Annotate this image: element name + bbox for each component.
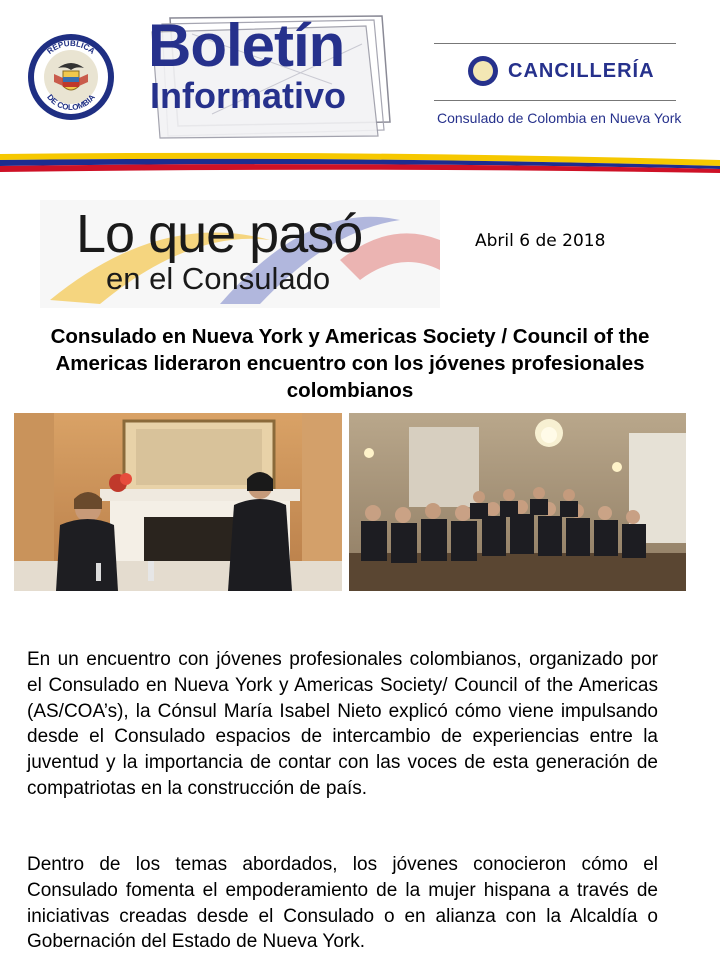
divider-bottom: [434, 100, 676, 101]
section-title-line2: en el Consulado: [106, 261, 331, 296]
consulado-label: Consulado de Colombia en Nueva York: [437, 110, 682, 126]
photo-audience: [349, 413, 686, 591]
publication-date: Abril 6 de 2018: [475, 231, 606, 251]
photo-speakers-panel: [14, 413, 342, 591]
cancilleria-emblem-icon: [468, 56, 498, 86]
boletin-title: Boletín: [148, 12, 345, 79]
article-paragraph-1: En un encuentro con jóvenes profesionales colombianos, organizado por el Consulado en Nueva York y Americas Society/ Council of the Americas (AS/COA’s), la Cónsul María Isabel Nieto explicó cómo viene impulsando desde el Consulado espacios de intercambio de experiencias entre la juventud y la importancia de contar con las voces de esta generación de compatriotas en la construcción de país.: [27, 649, 658, 799]
seal-text-bottom: DE COLOMBIA: [45, 92, 97, 113]
informativo-title: Informativo: [150, 75, 347, 116]
colombia-coat-of-arms-seal: [28, 34, 114, 120]
section-title-line1: Lo que pasó: [76, 204, 363, 264]
article-headline: Consulado en Nueva York y Americas Society / Council of the Americas lideraron encuentro con los jóvenes profesionales colombianos: [50, 325, 650, 402]
colombian-flag-swoosh: [0, 150, 720, 176]
divider-top: [434, 43, 676, 44]
seal-text-top: REPÚBLICA: [45, 38, 97, 56]
article-paragraph-2: Dentro de los temas abordados, los jóvenes conocieron cómo el Consulado fomenta el empoderamiento de la mujer hispana a través de iniciativas creadas desde el Consulado o en alianza con la Alcaldía o Gobernación del Estado de Nueva York.: [27, 854, 658, 953]
svg-text:DE COLOMBIA: [45, 93, 97, 113]
cancilleria-label: CANCILLERÍA: [508, 60, 655, 82]
svg-text:REPÚBLICA: [45, 39, 96, 56]
